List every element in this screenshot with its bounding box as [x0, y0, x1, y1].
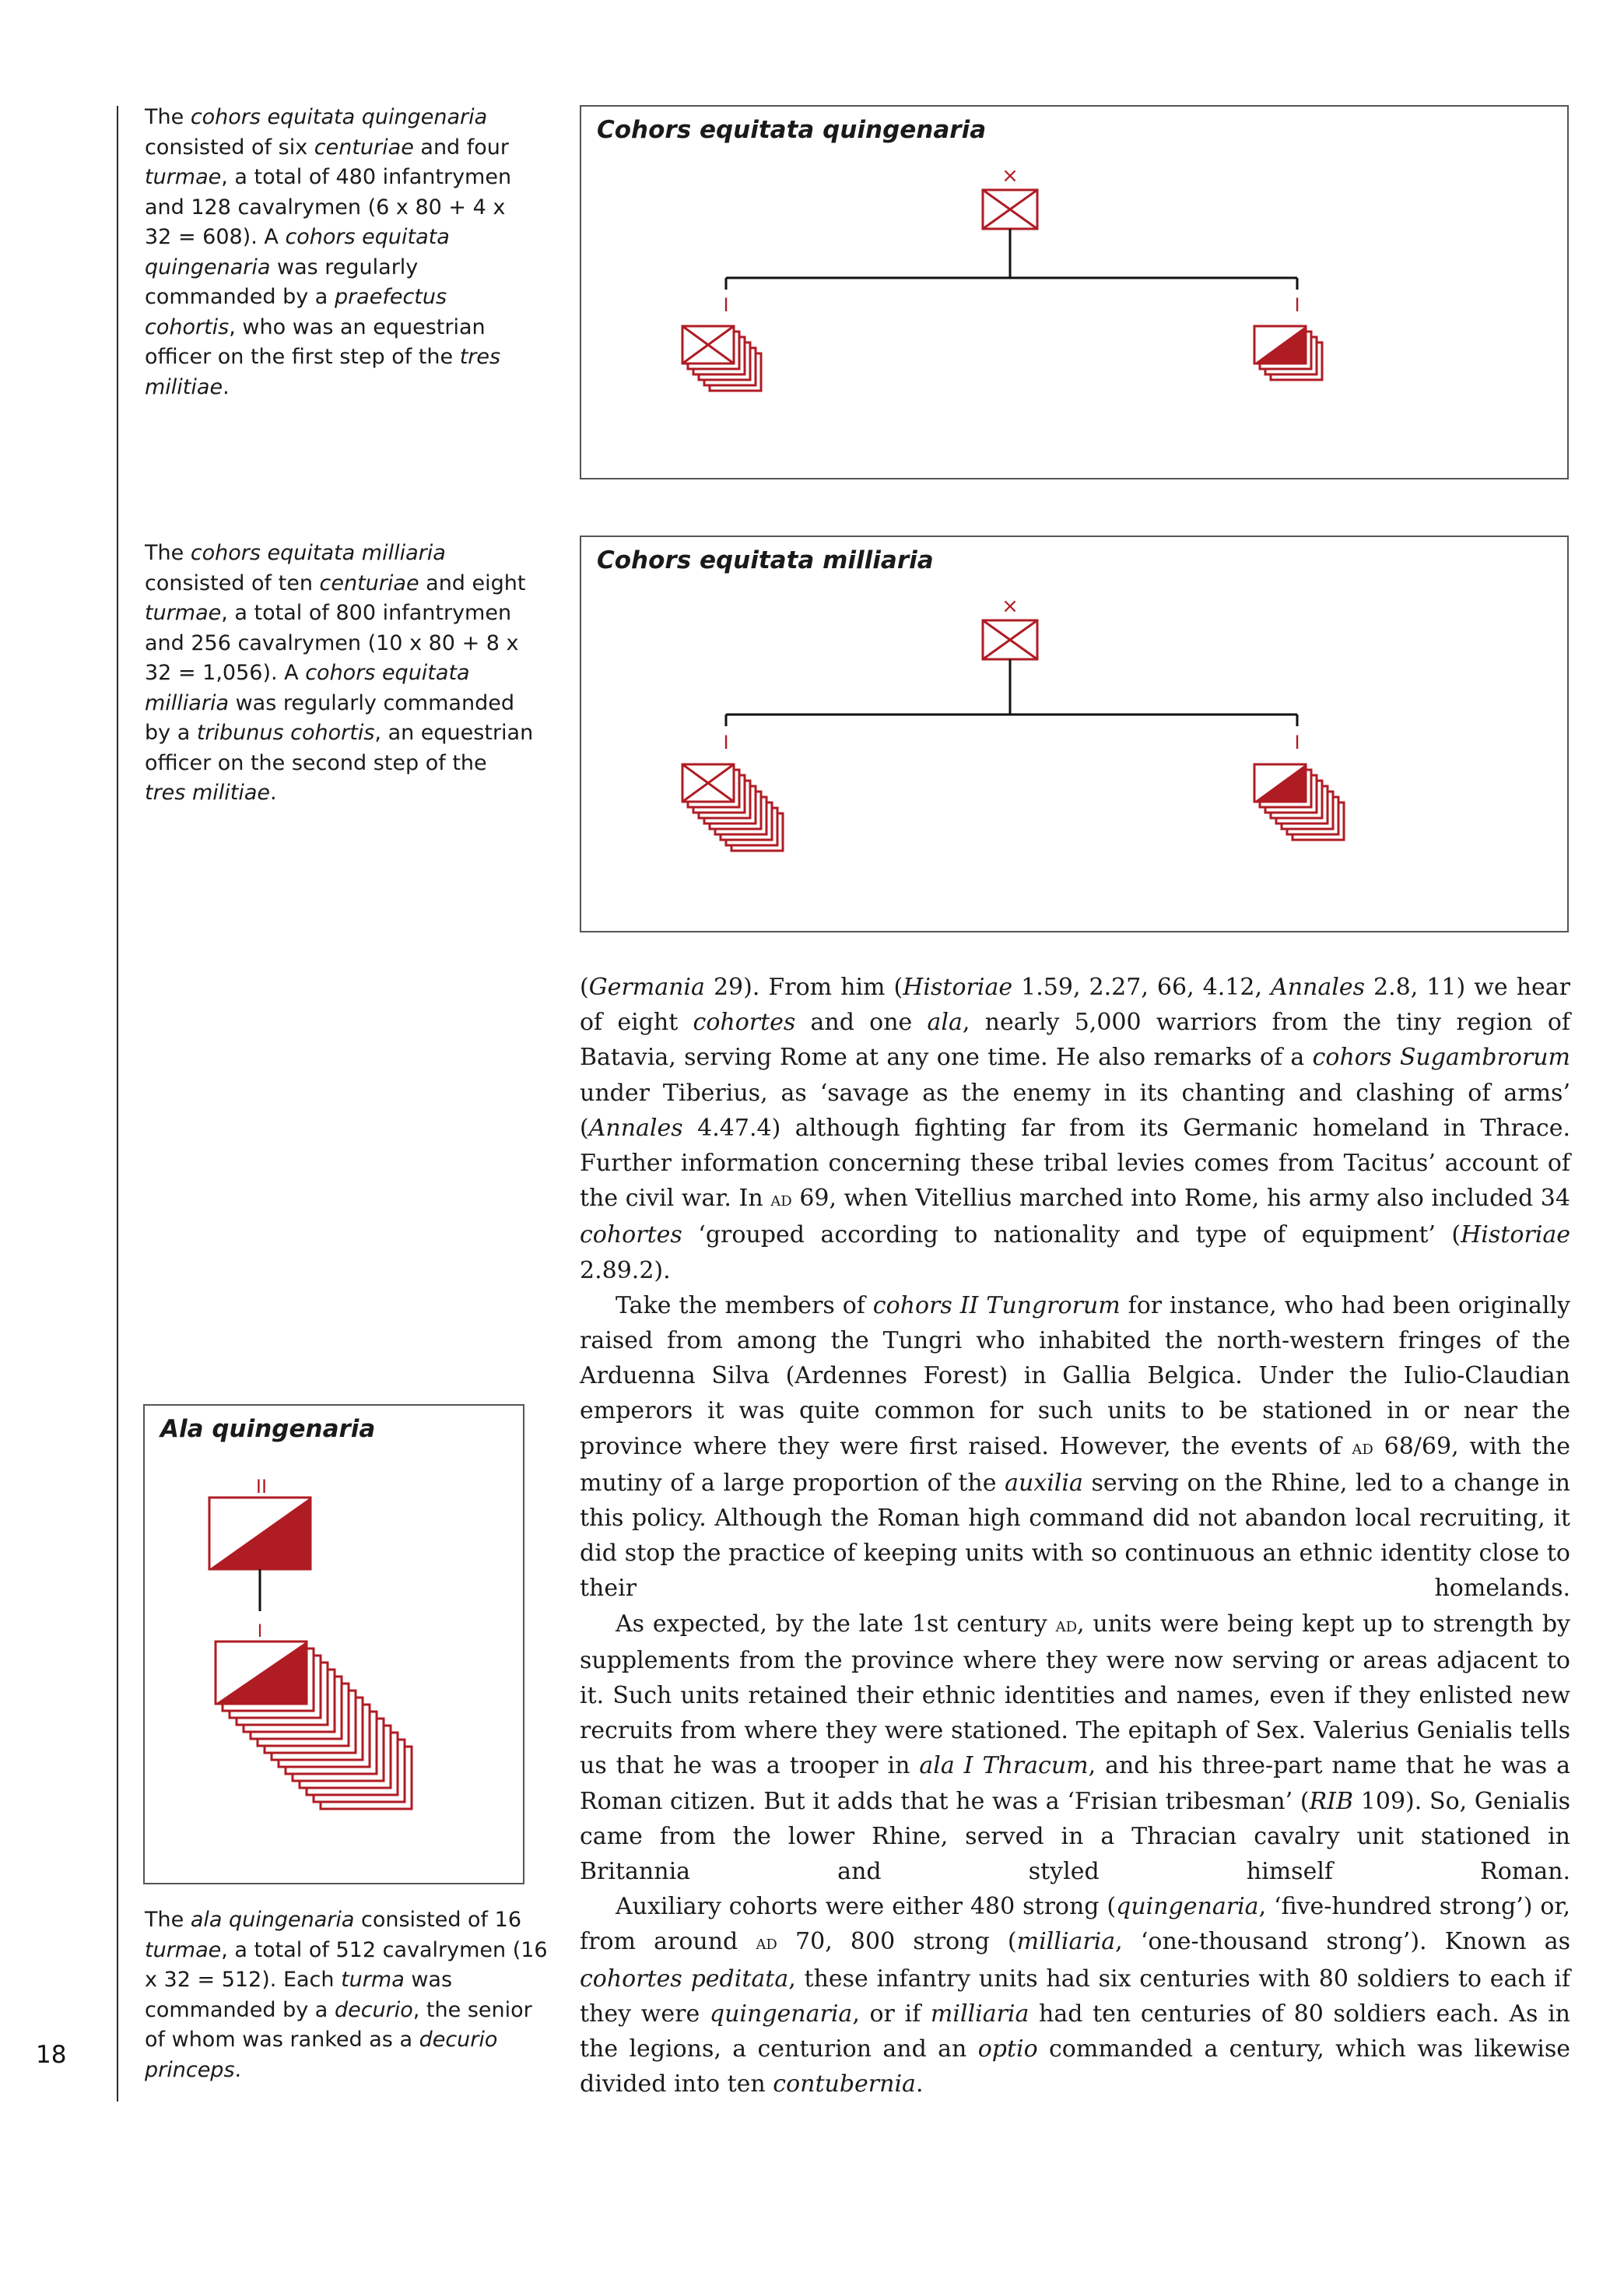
- centuriae-stack: [682, 326, 761, 391]
- turmae-stack: [1254, 764, 1344, 840]
- turmae-stack: [216, 1642, 412, 1809]
- caption-cohors-quingenaria: The cohors equitata quingenaria consisted of six centuriae and four turmae, a total of 480 infantrymen and 128 cavalrymen (6 x 80 + 4 x 32 = 608). A cohors equitata quingenaria was regularly commanded by a praefectus cohortis, who was an equestrian officer on the first step of the tres militiae.: [145, 105, 512, 399]
- hq-unit-symbol: [209, 1498, 310, 1569]
- turma-symbol: [1254, 764, 1306, 802]
- org-chart: [581, 107, 1570, 481]
- cavalry-size-mark: I: [1294, 732, 1300, 753]
- figure-cohors-milliaria: [580, 536, 1569, 932]
- centuriae-stack: [682, 764, 783, 851]
- body-paragraph: As expected, by the late 1st century ad, units were being kept up to strength by supplements from the province where they were now serving or areas adjacent to it. Such units retained their ethnic identities and names, even if they enlisted new recruits from where they were stationed. The epitaph of Sex. Valerius Genialis tells us that he was a trooper in ala I Thracum, and his three-part name that he was a Roman citizen. But it adds that he was a ‘Frisian tribesman’ (RIB 109). So, Genialis came from the lower Rhine, served in a Thracian cavalry unit stationed in Britannia and styled himself Roman.: [580, 1610, 1571, 1886]
- turma-size-mark: I: [257, 1622, 263, 1642]
- figure-title: Ala quingenaria: [160, 1415, 376, 1443]
- figure-title: Cohors equitata quingenaria: [597, 116, 987, 144]
- turma-symbol: [216, 1642, 307, 1704]
- body-text: [580, 970, 1570, 2102]
- hq-unit-symbol: [983, 164, 1037, 229]
- hq-size-mark: ×: [1001, 595, 1019, 618]
- hq-size-mark: II: [255, 1476, 268, 1498]
- centuria-symbol: [682, 764, 734, 802]
- infantry-size-mark: I: [723, 732, 729, 753]
- figure-ala-quingenaria: [143, 1404, 524, 1884]
- figure-title: Cohors equitata milliaria: [597, 546, 934, 574]
- body-paragraph: Take the members of cohors II Tungrorum for instance, who had been originally raised from among the Tungri who inhabited the north-western fringes of the Arduenna Silva (Ardennes Forest) in Gallia Belgica. Under the Iulio-Claudian emperors it was quite common for such units to be stationed in or near the province where they were first raised. However, the events of ad 68/69, with the mutiny of a large proportion of the auxilia serving on the Rhine, led to a change in this policy. Although the Roman high command did not abandon local recruiting, it did stop the practice of keeping units with so continuous an ethnic identity close to their homelands.: [580, 1291, 1570, 1603]
- margin-rule: [117, 106, 118, 2102]
- centuria-symbol: [682, 326, 734, 363]
- turmae-stack: [1254, 326, 1322, 380]
- org-chart: [581, 537, 1570, 934]
- page-number: 18: [36, 2041, 67, 2069]
- turma-symbol: [1254, 326, 1306, 363]
- caption-cohors-milliaria: The cohors equitata milliaria consisted of ten centuriae and eight turmae, a total of 800 infantrymen and 256 cavalrymen (10 x 80 + 8 x 32 = 1,056). A cohors equitata milliaria was regularly commanded by a tribunus cohortis, an equestrian officer on the second step of the tres militiae.: [145, 541, 534, 805]
- figure-cohors-quingenaria: [580, 105, 1569, 479]
- cavalry-size-mark: I: [1294, 294, 1300, 316]
- body-paragraph: (Germania 29). From him (Historiae 1.59, 2.27, 66, 4.12, Annales 2.8, 11) we hear of eight cohortes and one ala, nearly 5,000 warriors from the tiny region of Batavia, serving Rome at any one time. He also remarks of a cohors Sugambrorum under Tiberius, as ‘savage as the enemy in its chanting and clashing of arms’ (Annales 4.47.4) although fighting far from its Germanic homeland in Thrace. Further information concerning these tribal levies comes from Tacitus’ account of the civil war. In ad 69, when Vitellius marched into Rome, his army also included 34 cohortes ‘grouped according to nationality and type of equipment’ (Historiae 2.89.2).: [580, 974, 1570, 1284]
- infantry-size-mark: I: [723, 294, 729, 316]
- body-paragraph: Auxiliary cohorts were either 480 strong (quingenaria, ‘five-hundred strong’) or, from around ad 70, 800 strong (milliaria, ‘one-thousand strong’). Known as cohortes peditata, these infantry units had six centuries with 80 soldiers to each if they were quingenaria, or if milliaria had ten centuries of 80 soldiers each. As in the legions, a centurion and an optio commanded a century, which was likewise divided into ten contubernia.: [580, 1893, 1571, 2098]
- org-chart: [145, 1406, 526, 1886]
- caption-ala-quingenaria: The ala quingenaria consisted of 16 turmae, a total of 512 cavalrymen (16 x 32 = 512). Each turma was commanded by a decurio, the senior of whom was ranked as a decurio princeps.: [145, 1908, 548, 2082]
- hq-unit-symbol: [983, 595, 1037, 659]
- hq-size-mark: ×: [1001, 164, 1019, 188]
